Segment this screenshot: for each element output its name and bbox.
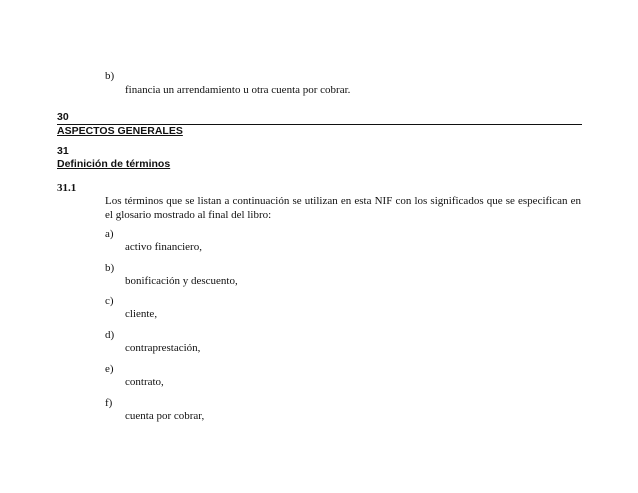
- section-number: 30: [57, 111, 69, 123]
- term-text: cuenta por cobrar,: [125, 410, 205, 422]
- list-item-text: financia un arrendamiento u otra cuenta por cobrar.: [125, 84, 351, 96]
- paragraph-number: 31.1: [57, 182, 77, 194]
- term-text: contraprestación,: [125, 342, 201, 354]
- list-marker: b): [105, 70, 115, 82]
- section-title: ASPECTOS GENERALES: [57, 125, 183, 137]
- subsection-number: 31: [57, 145, 69, 157]
- term-text: cliente,: [125, 308, 158, 320]
- term-marker: f): [105, 397, 113, 409]
- term-marker: c): [105, 295, 114, 307]
- subsection-title: Definición de términos: [57, 158, 171, 170]
- term-marker: d): [105, 329, 115, 341]
- term-text: bonificación y descuento,: [125, 275, 238, 287]
- term-marker: a): [105, 228, 114, 240]
- term-text: contrato,: [125, 376, 164, 388]
- term-marker: e): [105, 363, 114, 375]
- paragraph-text: Los términos que se listan a continuación se utilizan en esta NIF con los significados que se especifican en el glosario mostrado al final del libro:: [105, 195, 581, 221]
- term-marker: b): [105, 262, 115, 274]
- term-text: activo financiero,: [125, 241, 202, 253]
